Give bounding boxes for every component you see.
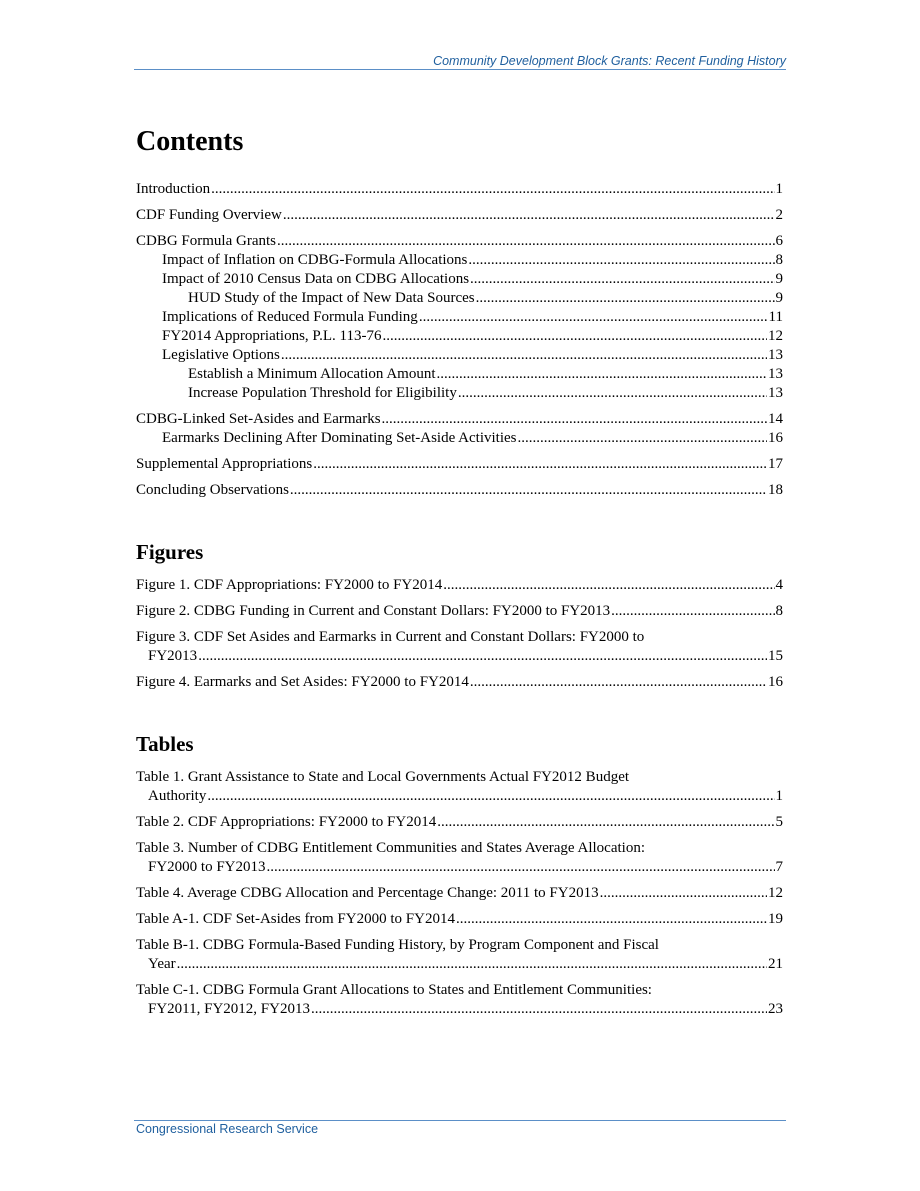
dot-leader xyxy=(311,1000,767,1019)
figure-entry[interactable] xyxy=(136,673,783,692)
toc-entry-title: Figure 3. CDF Set Asides and Earmarks in Current and Constant Dollars: FY2000 to xyxy=(136,629,645,645)
footer-org: Congressional Research Service xyxy=(136,1122,319,1136)
table-entry[interactable] xyxy=(136,813,783,832)
figure-entry[interactable] xyxy=(136,576,783,595)
toc-entry-title: Table 3. Number of CDBG Entitlement Communities and States Average Allocation: xyxy=(136,840,645,856)
toc-page-number: 15 xyxy=(768,648,783,664)
dot-leader xyxy=(470,270,774,289)
toc-entry-title: Earmarks Declining After Dominating Set-Aside Activities xyxy=(162,430,517,446)
toc-entry-title: Table B-1. CDBG Formula-Based Funding History, by Program Component and Fiscal xyxy=(136,937,659,953)
toc-page-number: 13 xyxy=(768,385,783,401)
toc-entry-title-continued: FY2011, FY2012, FY2013 xyxy=(148,1001,310,1017)
toc-page-number: 5 xyxy=(775,814,783,830)
toc-page-number: 13 xyxy=(768,347,783,363)
toc-entry-title-continued: FY2013 xyxy=(148,648,198,664)
dot-leader xyxy=(267,858,775,877)
toc-entry-title: Impact of 2010 Census Data on CDBG Allocations xyxy=(162,271,470,287)
dot-leader xyxy=(211,180,774,199)
toc-entry[interactable] xyxy=(136,180,783,199)
dot-leader xyxy=(281,346,767,365)
table-entry[interactable] xyxy=(136,884,783,903)
footer-rule xyxy=(134,1120,786,1121)
dot-leader xyxy=(313,455,767,474)
dot-leader xyxy=(419,308,768,327)
toc-entry-title: Table 1. Grant Assistance to State and Local Governments Actual FY2012 Budget xyxy=(136,769,630,785)
toc-entry-title: Table 4. Average CDBG Allocation and Percentage Change: 2011 to FY2013 xyxy=(136,885,599,901)
toc-entry-title: Table 2. CDF Appropriations: FY2000 to FY2014 xyxy=(136,814,437,830)
toc-page-number: 9 xyxy=(775,290,783,306)
dot-leader xyxy=(518,429,767,448)
dot-leader xyxy=(198,647,767,666)
toc-subsubentry[interactable] xyxy=(136,384,783,403)
dot-leader xyxy=(600,884,767,903)
dot-leader xyxy=(456,910,767,929)
toc-page-number: 7 xyxy=(775,859,783,875)
toc-subentry[interactable] xyxy=(136,346,783,365)
toc-entry-title-continued: Year xyxy=(148,956,176,972)
toc-subsubentry[interactable] xyxy=(136,365,783,384)
toc-entry-title: Figure 4. Earmarks and Set Asides: FY2000 to FY2014 xyxy=(136,674,469,690)
toc-page-number: 16 xyxy=(768,674,783,690)
table-entry[interactable] xyxy=(136,910,783,929)
dot-leader xyxy=(611,602,774,621)
table-entry[interactable] xyxy=(136,936,783,974)
toc-subentry[interactable] xyxy=(136,327,783,346)
tables-heading: Tables xyxy=(136,732,194,756)
dot-leader xyxy=(382,410,767,429)
dot-leader xyxy=(437,813,774,832)
toc-entry-title: Table C-1. CDBG Formula Grant Allocations to States and Entitlement Communities: xyxy=(136,982,652,998)
toc-entry-title: Implications of Reduced Formula Funding xyxy=(162,309,418,325)
toc-entry-title: Figure 2. CDBG Funding in Current and Constant Dollars: FY2000 to FY2013 xyxy=(136,603,611,619)
toc-entry-title: CDF Funding Overview xyxy=(136,207,282,223)
header-rule xyxy=(134,69,786,70)
toc-page-number: 8 xyxy=(775,603,783,619)
dot-leader xyxy=(277,232,775,251)
toc-subentry[interactable] xyxy=(136,429,783,448)
toc-entry-title: Figure 1. CDF Appropriations: FY2000 to FY2014 xyxy=(136,577,443,593)
toc-page xyxy=(136,122,783,1026)
toc-subentry[interactable] xyxy=(136,251,783,270)
toc-page-number: 23 xyxy=(768,1001,783,1017)
toc-page-number: 12 xyxy=(768,328,783,344)
dot-leader xyxy=(437,365,768,384)
toc-page-number: 11 xyxy=(768,309,783,325)
toc-entry-title: Concluding Observations xyxy=(136,482,289,498)
toc-entry-title: CDBG Formula Grants xyxy=(136,233,276,249)
tables-section xyxy=(136,730,783,1019)
figure-entry[interactable] xyxy=(136,602,783,621)
toc-entry-title: Increase Population Threshold for Eligibility xyxy=(188,385,457,401)
toc-entry[interactable] xyxy=(136,206,783,225)
toc-page-number: 1 xyxy=(775,181,783,197)
toc-page-number: 9 xyxy=(775,271,783,287)
dot-leader xyxy=(443,576,774,595)
toc-page-number: 2 xyxy=(775,207,783,223)
table-entry[interactable] xyxy=(136,839,783,877)
toc-page-number: 8 xyxy=(775,252,783,268)
toc-entry-title: Supplemental Appropriations xyxy=(136,456,313,472)
toc-page-number: 18 xyxy=(768,482,783,498)
toc-page-number: 21 xyxy=(768,956,783,972)
toc-entry-title: Establish a Minimum Allocation Amount xyxy=(188,366,436,382)
toc-entry-title: HUD Study of the Impact of New Data Sources xyxy=(188,290,475,306)
toc-page-number: 4 xyxy=(775,577,783,593)
figures-heading: Figures xyxy=(136,540,204,564)
toc-subentry[interactable] xyxy=(136,270,783,289)
toc-entry-title: CDBG-Linked Set-Asides and Earmarks xyxy=(136,411,381,427)
dot-leader xyxy=(382,327,767,346)
dot-leader xyxy=(458,384,767,403)
toc-page-number: 19 xyxy=(768,911,783,927)
toc-page-number: 14 xyxy=(768,411,783,427)
toc-entry[interactable] xyxy=(136,232,783,251)
dot-leader xyxy=(470,673,767,692)
toc-entry-title-continued: FY2000 to FY2013 xyxy=(148,859,266,875)
toc-page-number: 17 xyxy=(768,456,783,472)
toc-entry-title: Introduction xyxy=(136,181,211,197)
toc-page-number: 12 xyxy=(768,885,783,901)
dot-leader xyxy=(177,955,767,974)
dot-leader xyxy=(290,481,767,500)
toc-entry[interactable] xyxy=(136,410,783,429)
table-entry[interactable] xyxy=(136,768,783,806)
figures-section xyxy=(136,538,783,692)
toc-entry-title-continued: Authority xyxy=(148,788,207,804)
contents-heading: Contents xyxy=(136,126,244,157)
toc-page-number: 1 xyxy=(775,788,783,804)
toc-entry[interactable] xyxy=(136,455,783,474)
running-header: Community Development Block Grants: Recent Funding History xyxy=(433,54,786,68)
table-entry[interactable] xyxy=(136,981,783,1019)
figure-entry[interactable] xyxy=(136,628,783,666)
dot-leader xyxy=(207,787,774,806)
dot-leader xyxy=(283,206,775,225)
toc-page-number: 6 xyxy=(775,233,783,249)
toc-page-number: 13 xyxy=(768,366,783,382)
dot-leader xyxy=(476,289,775,308)
toc-entry-title: Legislative Options xyxy=(162,347,280,363)
toc-entry-title: Table A-1. CDF Set-Asides from FY2000 to FY2014 xyxy=(136,911,455,927)
toc-subsubentry[interactable] xyxy=(136,289,783,308)
toc-page-number: 16 xyxy=(768,430,783,446)
toc-subentry[interactable] xyxy=(136,308,783,327)
toc-entry-title: Impact of Inflation on CDBG-Formula Allocations xyxy=(162,252,468,268)
toc-entry[interactable] xyxy=(136,481,783,500)
dot-leader xyxy=(468,251,774,270)
toc-entry-title: FY2014 Appropriations, P.L. 113-76 xyxy=(162,328,382,344)
